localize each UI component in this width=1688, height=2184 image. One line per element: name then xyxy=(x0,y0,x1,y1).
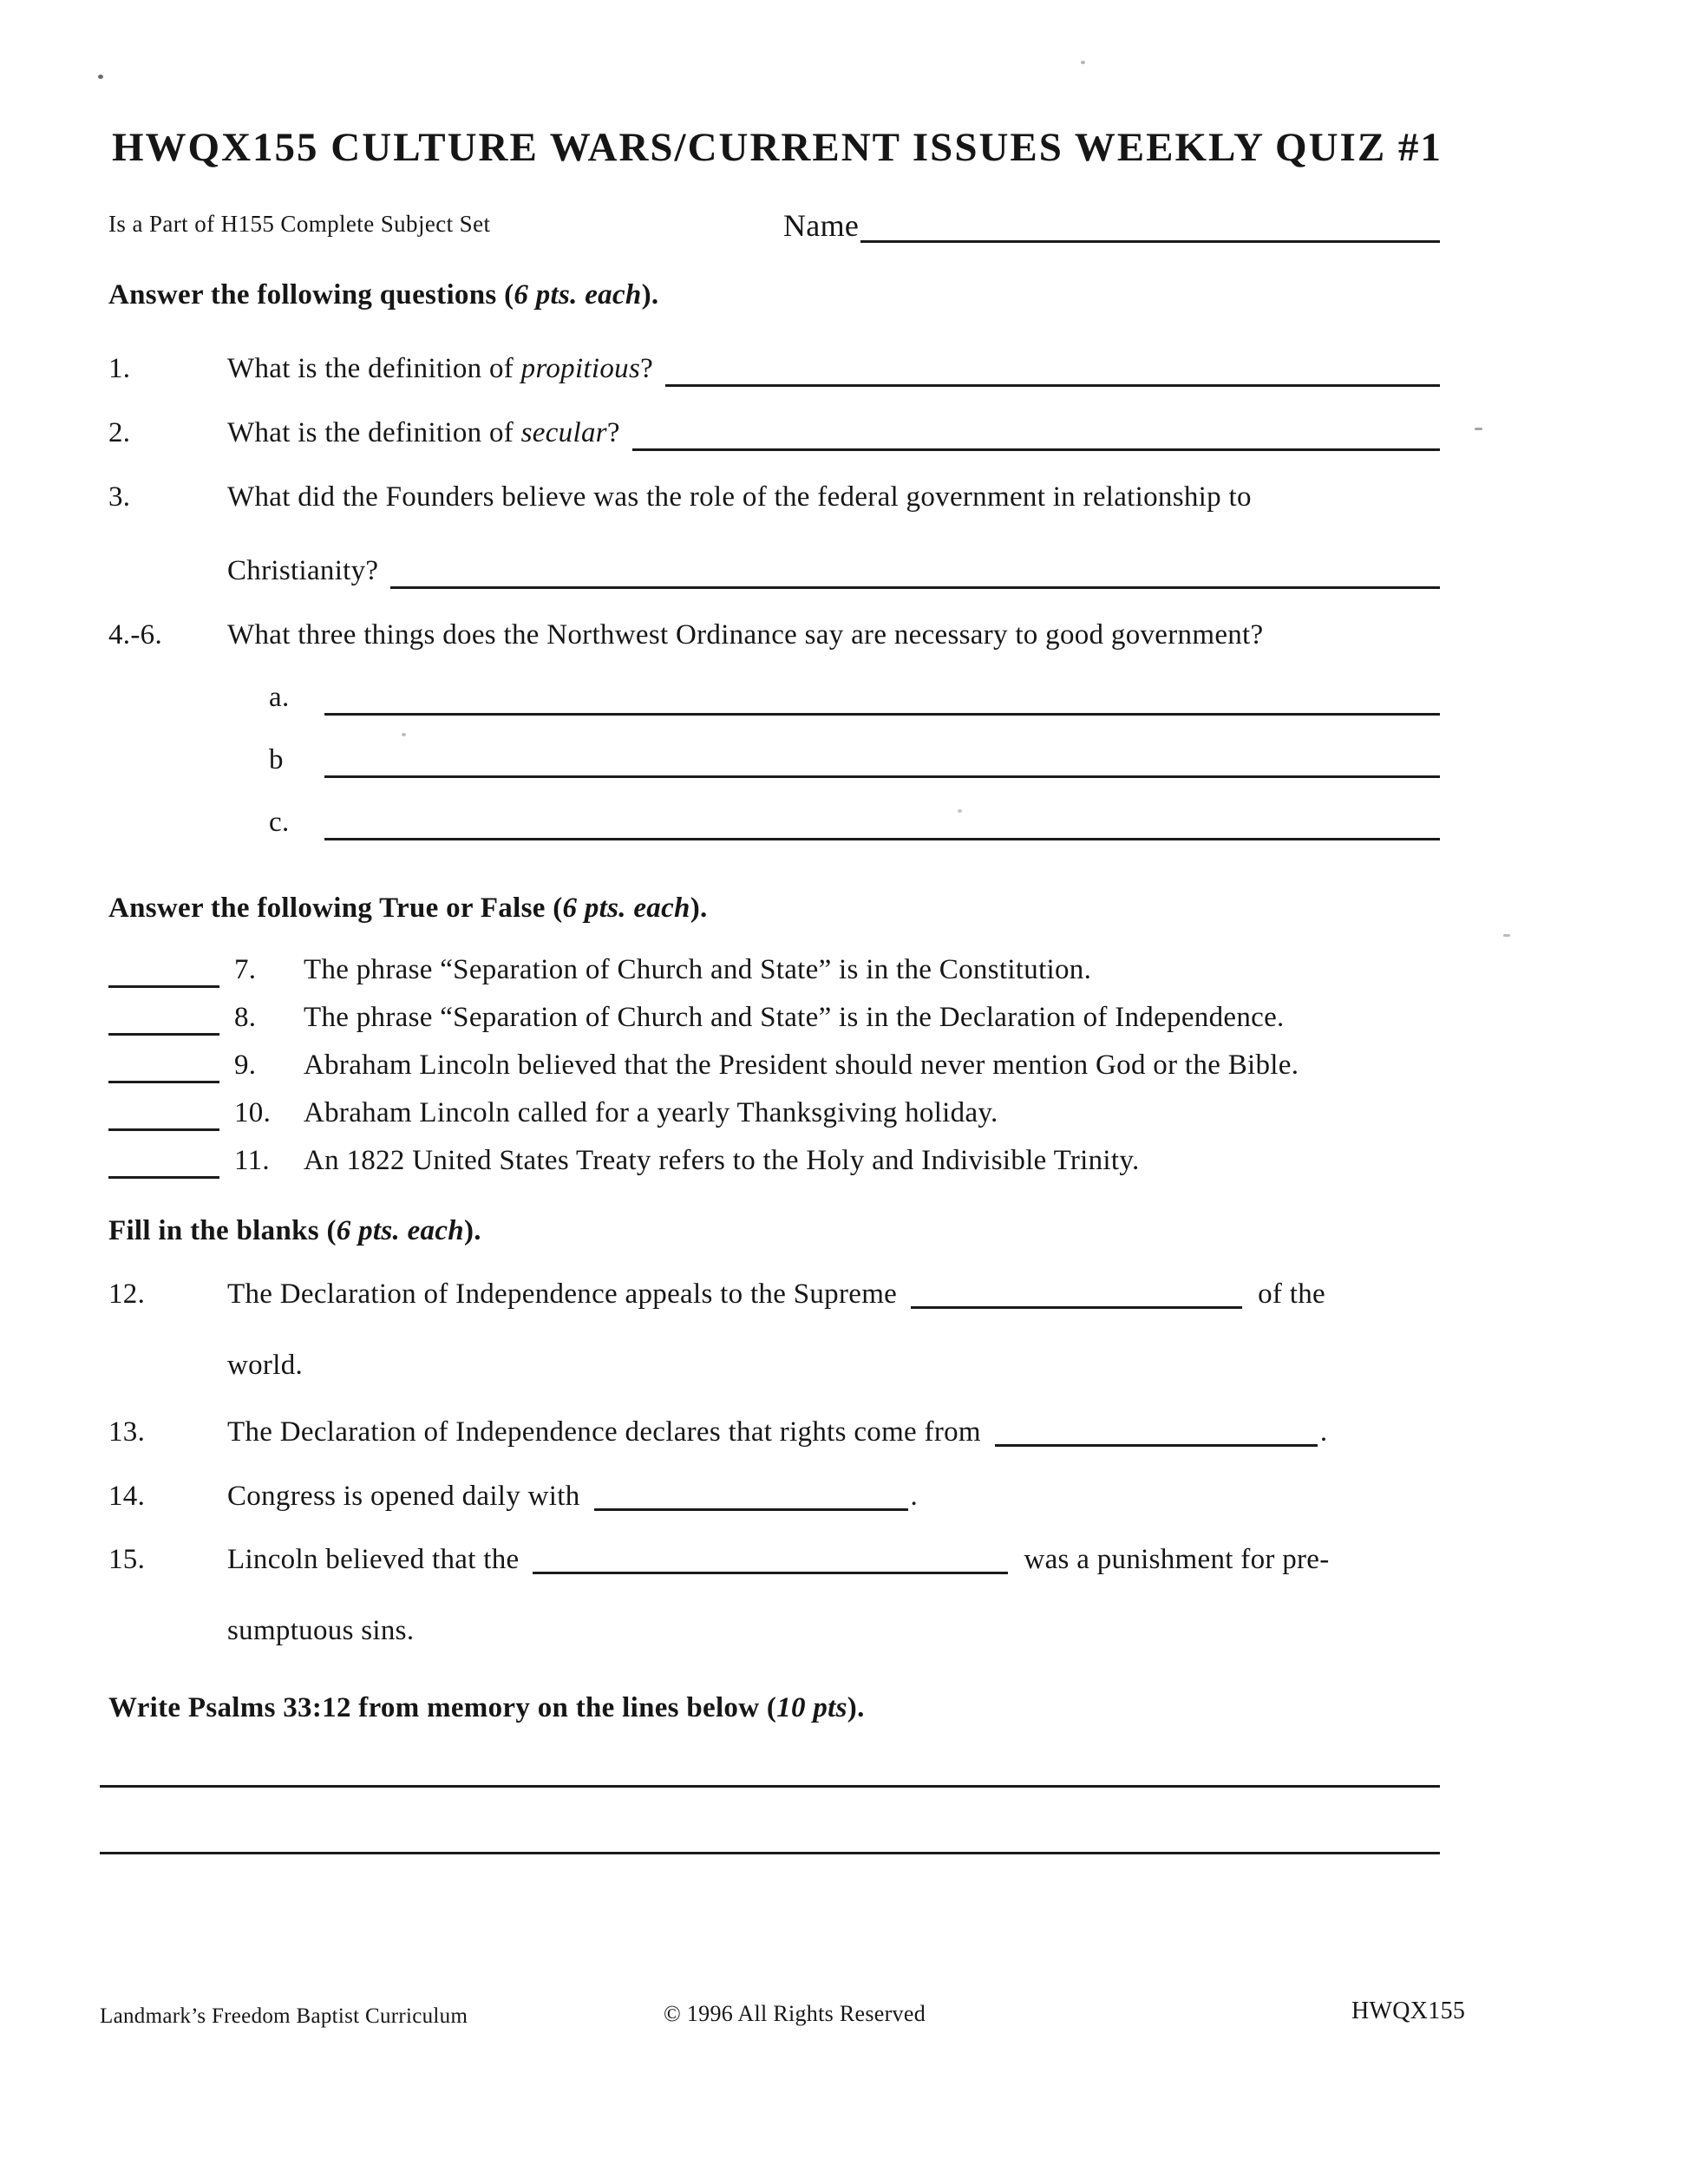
footer-publisher: Landmark’s Freedom Baptist Curriculum xyxy=(100,2004,468,2028)
heading-text: Answer the following questions ( xyxy=(108,279,514,311)
tf-11-answer-blank[interactable] xyxy=(108,1138,219,1179)
question-1-number: 1. xyxy=(108,353,131,385)
tf-9-answer-blank[interactable] xyxy=(108,1043,219,1083)
subanswer-b-label: b xyxy=(269,744,284,776)
tf-11-number: 11. xyxy=(234,1145,270,1177)
tf-item-8 xyxy=(108,997,1440,1036)
scan-speck xyxy=(1081,61,1085,64)
fill-14-post: . xyxy=(910,1481,919,1513)
scan-speck xyxy=(402,733,406,736)
question-1-answer-line[interactable] xyxy=(665,351,1440,387)
tf-8-answer-blank[interactable] xyxy=(108,995,219,1036)
page-footer xyxy=(0,1998,1688,2041)
question-4-6 xyxy=(108,618,1440,840)
fill-13-number: 13. xyxy=(108,1416,146,1448)
psalm-writing-line-2[interactable] xyxy=(100,1852,1440,1854)
fill-15-number: 15. xyxy=(108,1544,146,1576)
tf-10-number: 10. xyxy=(234,1097,272,1129)
fill-12-pre: The Declaration of Independence appeals to the Supreme xyxy=(227,1278,898,1311)
heading-text: Answer the following True or False ( xyxy=(108,893,563,925)
question-3 xyxy=(108,480,1440,589)
truefalse-list xyxy=(108,949,1440,1179)
heading-text: ). xyxy=(641,279,659,311)
question-4-6-text: What three things does the Northwest Ordinance say are necessary to good government? xyxy=(227,619,1264,651)
question-1 xyxy=(108,351,1440,387)
subject-set-note: Is a Part of H155 Complete Subject Set xyxy=(108,211,491,238)
subanswer-a-line[interactable] xyxy=(324,679,1440,716)
tf-8-text: The phrase “Separation of Church and State” is in the Declaration of Independence. xyxy=(304,1002,1285,1034)
tf-7-text: The phrase “Separation of Church and State” is in the Constitution. xyxy=(304,954,1092,986)
question-3-answer-line[interactable] xyxy=(390,553,1440,589)
scan-speck xyxy=(958,809,962,813)
question-2-number: 2. xyxy=(108,417,131,449)
name-answer-line[interactable] xyxy=(860,206,1440,243)
tf-10-answer-blank[interactable] xyxy=(108,1090,219,1131)
tf-item-10 xyxy=(108,1092,1440,1131)
fill-15-post: was a punishment for pre- xyxy=(1024,1544,1330,1576)
heading-points: 10 pts xyxy=(776,1692,847,1724)
tf-10-text: Abraham Lincoln called for a yearly Thanksgiving holiday. xyxy=(304,1097,998,1129)
subanswer-c-label: c. xyxy=(269,807,290,839)
question-3-text-line2: Christianity? xyxy=(227,555,379,587)
tf-8-number: 8. xyxy=(234,1002,257,1034)
fill-15-line2: sumptuous sins. xyxy=(227,1615,415,1647)
subanswer-a-label: a. xyxy=(269,682,290,714)
heading-points: 6 pts. each xyxy=(562,893,690,925)
subanswer-b-line[interactable] xyxy=(324,742,1440,778)
fill-12-answer-blank[interactable] xyxy=(911,1277,1242,1309)
fill-13-post: . xyxy=(1319,1416,1328,1448)
fill-14-number: 14. xyxy=(108,1481,146,1513)
subanswer-c xyxy=(227,804,1440,840)
heading-text: ). xyxy=(463,1215,481,1247)
meta-row xyxy=(108,203,1440,243)
tf-7-answer-blank[interactable] xyxy=(108,947,219,988)
tf-9-text: Abraham Lincoln believed that the President should never mention God or the Bible. xyxy=(304,1049,1299,1082)
question-2-pre: What is the definition of xyxy=(227,417,521,449)
fill-12-post: of the xyxy=(1258,1278,1325,1311)
heading-text: ). xyxy=(690,893,708,925)
question-2 xyxy=(108,415,1440,451)
question-2-term: secular xyxy=(520,417,607,449)
subanswer-c-line[interactable] xyxy=(324,804,1440,840)
name-field xyxy=(783,206,1440,243)
tf-9-number: 9. xyxy=(234,1049,257,1082)
section-heading-fill xyxy=(108,1213,1440,1249)
section-heading-psalm xyxy=(108,1690,1440,1726)
question-1-term: propitious xyxy=(520,353,641,385)
question-4-6-number: 4.-6. xyxy=(108,619,162,651)
question-2-text xyxy=(227,415,620,451)
question-1-text xyxy=(227,351,653,387)
heading-text: ). xyxy=(847,1692,865,1724)
question-3-number: 3. xyxy=(108,481,131,513)
psalm-writing-line-1[interactable] xyxy=(100,1785,1440,1788)
scan-speck xyxy=(1503,934,1510,937)
question-1-pre: What is the definition of xyxy=(227,353,521,385)
footer-copyright: © 1996 All Rights Reserved xyxy=(664,2001,926,2026)
section-heading-questions xyxy=(108,278,1440,313)
subanswer-b xyxy=(227,742,1440,778)
tf-11-text: An 1822 United States Treaty refers to the Holy and Indivisible Trinity. xyxy=(304,1145,1140,1177)
page-title: HWQX155 CULTURE WARS/CURRENT ISSUES WEEKLY QUIZ #1 xyxy=(112,125,1443,170)
question-2-post: ? xyxy=(606,417,620,449)
section-heading-truefalse xyxy=(108,891,1440,926)
name-label: Name xyxy=(783,207,860,243)
tf-item-11 xyxy=(108,1140,1440,1179)
fill-13-pre: The Declaration of Independence declares that rights come from xyxy=(227,1416,981,1448)
footer-code: HWQX155 xyxy=(1351,1998,1466,2024)
fill-item-13 xyxy=(108,1415,1440,1450)
scan-speck xyxy=(98,75,103,79)
question-1-post: ? xyxy=(640,353,654,385)
fill-15-pre: Lincoln believed that the xyxy=(227,1544,520,1576)
fill-14-pre: Congress is opened daily with xyxy=(227,1481,580,1513)
question-2-answer-line[interactable] xyxy=(632,415,1440,451)
fill-item-12 xyxy=(108,1277,1440,1383)
heading-text: Fill in the blanks ( xyxy=(108,1215,337,1247)
fill-14-answer-blank[interactable] xyxy=(594,1479,908,1511)
fill-13-answer-blank[interactable] xyxy=(995,1415,1318,1447)
subanswer-a xyxy=(227,679,1440,716)
fill-12-number: 12. xyxy=(108,1278,146,1311)
heading-text: Write Psalms 33:12 from memory on the lines below ( xyxy=(108,1692,777,1724)
question-3-text-line1: What did the Founders believe was the role of the federal government in relationship to xyxy=(227,481,1252,513)
scan-speck xyxy=(1475,428,1482,430)
heading-points: 6 pts. each xyxy=(336,1215,464,1247)
fill-item-14 xyxy=(108,1479,1440,1514)
fill-12-line2: world. xyxy=(227,1350,304,1382)
tf-7-number: 7. xyxy=(234,954,257,986)
fill-item-15 xyxy=(108,1542,1440,1649)
tf-item-7 xyxy=(108,949,1440,988)
heading-points: 6 pts. each xyxy=(514,279,642,311)
fill-15-answer-blank[interactable] xyxy=(533,1542,1008,1574)
tf-item-9 xyxy=(108,1044,1440,1083)
